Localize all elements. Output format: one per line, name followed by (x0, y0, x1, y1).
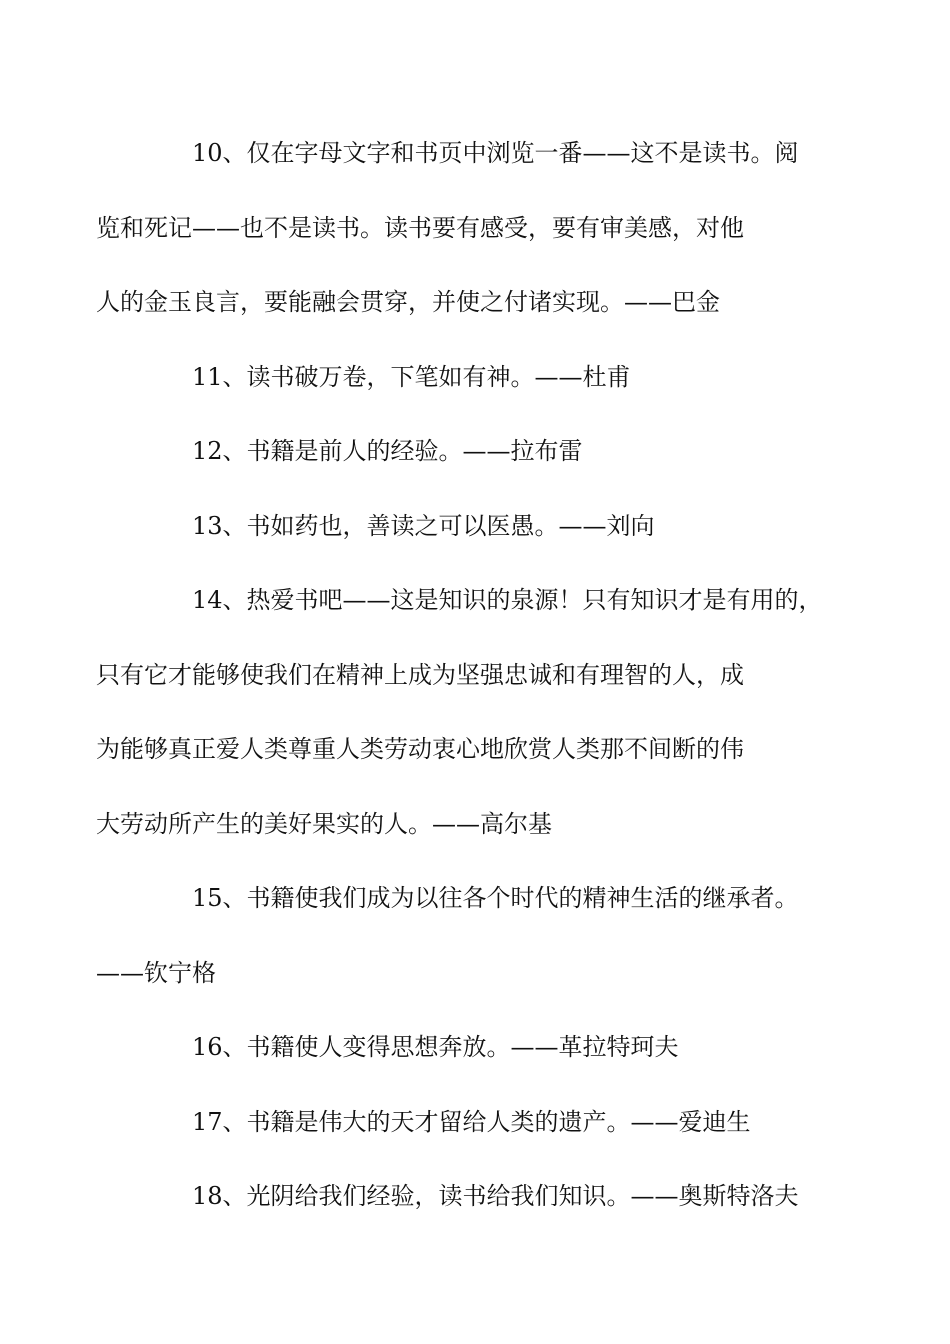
text-line: 11、读书破万卷，下笔如有神。——杜甫 (192, 362, 631, 391)
text-line: 为能够真正爱人类尊重人类劳动衷心地欣赏人类那不间断的伟 (96, 735, 744, 763)
text-line: 10、仅在字母文字和书页中浏览一番——这不是读书。阅 (192, 139, 799, 167)
quote-14 (96, 563, 823, 861)
text-line: 18、光阴给我们经验，读书给我们知识。——奥斯特洛夫 (192, 1182, 799, 1210)
text-line: 只有它才能够使我们在精神上成为坚强忠诚和有理智的人，成 (96, 660, 744, 689)
text-line: 12、书籍是前人的经验。——拉布雷 (192, 437, 583, 465)
text-line: 人的金玉良言，要能融会贯穿，并使之付诸实现。——巴金 (96, 288, 720, 316)
text-line: 16、书籍使人变得思想奔放。——革拉特珂夫 (192, 1033, 679, 1061)
quote-17 (144, 1085, 809, 1160)
text-line: ——钦宁格 (96, 958, 216, 987)
text-line: 览和死记——也不是读书。读书要有感受，要有审美感，对他 (96, 213, 744, 242)
text-line: 13、书如药也，善读之可以医愚。——刘向 (192, 511, 655, 540)
text-line: 15、书籍使我们成为以往各个时代的精神生活的继承者。 (192, 884, 799, 912)
text-line: 大劳动所产生的美好果实的人。——高尔基 (96, 809, 552, 838)
quote-16 (144, 1010, 809, 1085)
quote-13 (144, 489, 809, 564)
text-line: 17、书籍是伟大的天才留给人类的遗产。——爱迪生 (192, 1107, 751, 1136)
quote-list (96, 116, 823, 1234)
quote-10 (96, 116, 809, 340)
quote-18 (144, 1159, 809, 1234)
quote-12 (144, 414, 809, 489)
quote-15 (96, 861, 809, 1010)
text-line: 14、热爱书吧——这是知识的泉源！只有知识才是有用的， (192, 586, 823, 614)
quote-11 (144, 340, 809, 415)
